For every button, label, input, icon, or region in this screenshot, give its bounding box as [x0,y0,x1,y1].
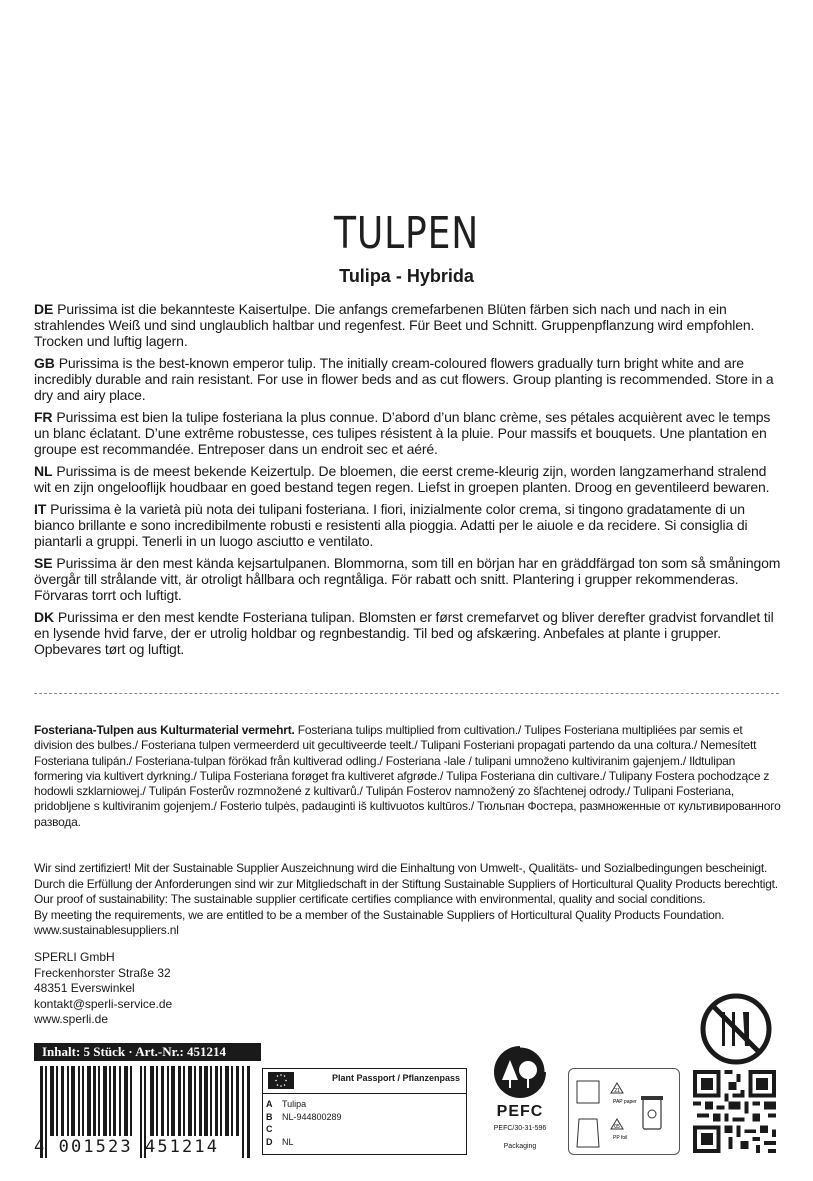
description-fr [34,409,784,457]
description-nl [34,463,784,495]
lang-code: IT [34,501,47,517]
description-text: Purissima è la varietà più nota dei tulipani fosteriana. I fiori, inizialmente color crema, si tingono gradatamente di un bianco brillante e sono incredibilmente robusti e resistenti alla pioggia. Adatti per le aiuole e da recidere. Si consiglia di piantarli a gruppi. Tenerli in un luogo asciutto e ventilato. [34,501,748,549]
plant-passport-rows [266,1098,342,1148]
plant-passport [262,1068,467,1155]
lang-code: FR [34,409,53,425]
qr-code-icon[interactable] [693,1070,776,1153]
description-text: Purissima är den mest kända kejsartulpanen. Blommorna, som till en början har en gräddfärgad ton som så småningom övergår till strålande vitt, är otroligt hållbara och regntåliga. För rabatt och snitt. Plantering i grupper rekommenderas. Förvaras torrt och luftigt. [34,555,781,603]
website-link[interactable]: www.sperli.de [34,1012,109,1026]
pp-value: NL [282,1136,294,1147]
description-block [34,301,784,663]
foil-number: 05 [614,1124,620,1130]
not-edible-icon [699,992,773,1066]
paper-number: 21 [614,1088,620,1094]
pp-key: C [266,1124,273,1134]
lang-code: DK [34,609,54,625]
cert-line: Wir sind zertifiziert! Mit der Sustainable Supplier Auszeichnung wird die Einhaltung von Umwelt-, Qualitäts- und Sozialbedingungen bescheinigt. [34,861,768,875]
lang-code: DE [34,301,54,317]
cert-line: Durch die Erfüllung der Anforderungen sind wir zur Mitgliedschaft in der Stiftung Sustainable Suppliers of Horticultural Quality Products berechtigt. [34,876,778,891]
dashed-divider [34,693,779,694]
eu-flag-icon [268,1072,294,1089]
pefc-name: PEFC [496,1103,544,1120]
barcode-number: 4 001523 451214 [34,1137,220,1157]
plant-passport-title: Plant Passport / Pflanzenpass [331,1073,460,1083]
pp-key: B [266,1111,273,1122]
cert-line: By meeting the requirements, we are entitled to be a member of the Sustainable Suppliers of Horticultural Quality Products Foundation. [34,907,725,922]
pp-row [266,1136,342,1149]
street: Freckenhorster Straße 32 [34,965,171,980]
fosteriana-text: Fosteriana tulips multiplied from cultivation./ Tulipes Fosteriana multipliées par semis et division des bulbes./ Fosteriana tulpen vermeerderd uit gecultiveerde teelt./ Tulipani Fosteriani propagati partendo da una coltura./ Nemesített Fosteriana tulipán./ Fosteriana-tulpan förökad från kultiverad odling./ Fosteriana -lale / tulipani umnoženo kultiviranim gajenjem./ Ildtulipan formering via kultivert dyrkning./ Tulipa Fosteriana forøget fra kultiveret afgrøde./ Tulipa Fosteriana din cultivare./ Tulipany Fostera pochodzące z hodowli szklarniowej./ Tulipán Fosterův rozmnožené z kultivarů./ Tulipán Fosterov namnožený zo šľachtenej odrody./ Tulipani Fosteriana, pridobljene s kultiviranim gojenjem./ Fosterio tulpės, padauginti iš kultivuotos kultūros./ Тюльпан Фостера, размноженные от культивированного развода. [34,723,781,829]
pp-row [266,1123,342,1136]
description-dk [34,609,784,657]
company-name: SPERLI GmbH [34,950,115,964]
pp-row [266,1111,342,1124]
plant-passport-header [263,1069,466,1094]
description-it [34,501,784,549]
certification-text [34,861,794,939]
page-subtitle: Tulipa - Hybrida [339,266,474,286]
lang-code: NL [34,463,53,479]
fosteriana-lead: Fosteriana-Tulpen aus Kulturmaterial vermehrt. [34,723,295,737]
description-text: Purissima is the best-known emperor tulip. The initially cream-coloured flowers gradually turn bright white and are incredibly durable and rain resistant. For use in flower beds and as cut flowers. Group planting is recommended. Store in a dry and airy place. [34,355,774,403]
cert-line: Our proof of sustainability: The sustainable supplier certificate certifies compliance with environmental, quality and social conditions. [34,892,706,906]
pp-key: D [266,1136,273,1147]
page-title: TULPEN [333,208,480,259]
foil-label: PP foil [613,1135,628,1141]
pefc-code: PEFC/30-31-596 [493,1125,547,1132]
description-text: Purissima est bien la tulipe fosteriana la plus connue. D’abord d’un blanc crème, ses pétales acquièrent avec le temps un blanc éclatant. D’une extrême robustesse, ces tulipes résistent à la pluie. Pour massifs et bouquets. Une plantation en groupe est recommandée. Entreposer dans un endroit sec et aéré. [34,409,771,457]
description-text: Purissima er den mest kendte Fosteriana tulipan. Blomsten er først cremefarvet og bliver derefter gradvist forvandlet til en lysende hvid farve, der er utrolig holdbar og regnbestandig. Til bed og afskæring. Anbefales at plante i grupper. Opbevares tørt og luftigt. [34,609,774,657]
cert-link[interactable]: www.sustainablesuppliers.nl [34,923,179,937]
description-de [34,301,784,349]
lang-code: SE [34,555,53,571]
pefc-logo [480,1040,560,1160]
pp-value: NL-944800289 [282,1111,342,1122]
description-se [34,555,784,603]
description-gb [34,355,784,403]
paper-label: PAP paper [613,1099,637,1105]
pp-row [266,1098,342,1111]
city: 48351 Everswinkel [34,981,135,995]
company-address [34,950,172,1028]
fosteriana-note [34,723,782,830]
description-text: Purissima ist die bekannteste Kaisertulpe. Die anfangs cremefarbenen Blüten färben sich nach und nach in ein strahlendes Weiß und sind unglaublich haltbar und regenfest. Für Beet und Schnitt. Gruppenpflanzung wird empfohlen. Trocken und luftig lagern. [34,301,755,349]
pp-key: A [266,1099,273,1109]
pp-value: Tulipa [282,1099,307,1109]
recycling-info [568,1068,680,1155]
recycling-bin-icon [569,1069,679,1154]
lang-code: GB [34,355,55,371]
contents-bar: Inhalt: 5 Stück · Art.-Nr.: 451214 [34,1043,261,1061]
description-text: Purissima is de meest bekende Keizertulp. De bloemen, die eerst creme-kleurig zijn, worden langzamerhand stralend wit en zijn ongelooflijk houdbaar en goed bestand tegen regen. Liefst in groepen planten. Droog en geventileerd bewaren. [34,463,770,495]
pefc-caption: Packaging [503,1143,537,1150]
email-link[interactable]: kontakt@sperli-service.de [34,996,173,1011]
pefc-tree-icon [480,1040,560,1102]
